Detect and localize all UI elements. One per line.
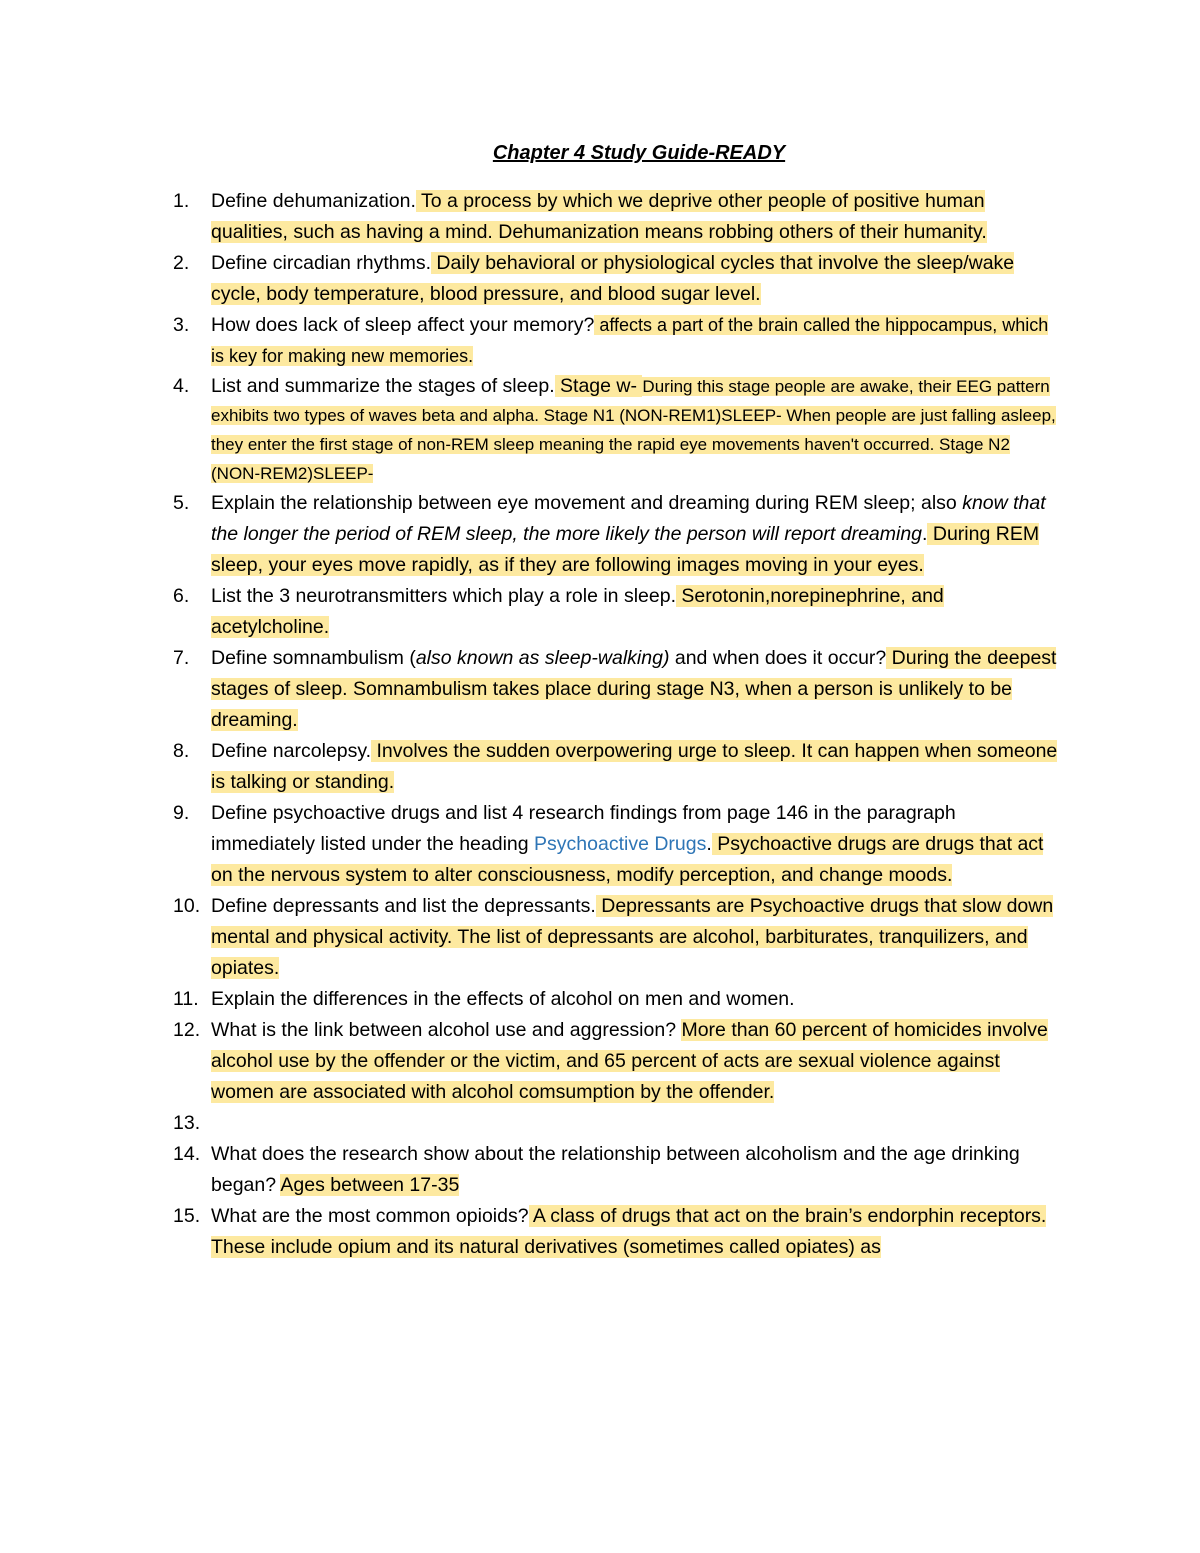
question-text: List the 3 neurotransmitters which play a role in sleep	[211, 585, 671, 607]
answer-text: Stage w	[554, 375, 631, 397]
question-text: What are the most common opioids?	[211, 1205, 529, 1227]
question-text: Define psychoactive drugs and list 4 research findings from page 146 in the paragraph immediately listed under the heading	[211, 802, 956, 855]
answer-text: Serotonin,norepinephrine, and acetylcholine.	[211, 585, 944, 638]
item-number: 11.	[173, 988, 199, 1010]
question-text: Explain the relationship between eye movement and dreaming during REM sleep; also	[211, 492, 963, 514]
list-item	[173, 310, 1063, 372]
answer-text: During REM sleep, your eyes move rapidly, as if they are following images moving in your eyes.	[211, 523, 1040, 576]
answer-text: To a process by which we deprive other people of positive human qualities, such as having a mind. Dehumanization means robbing others of their humanity.	[211, 190, 987, 243]
question-text: How does lack of sleep affect your memory?	[211, 314, 595, 336]
answer-text: affects a part of the brain called the hippocampus, which is key for making new memories.	[211, 315, 1049, 366]
question-text: Define somnambulism (	[211, 647, 416, 669]
item-number: 13.	[173, 1112, 201, 1134]
question-text: also known as sleep-walking)	[415, 647, 670, 669]
item-number: 7.	[173, 647, 190, 669]
question-text: and when does it occur?	[669, 647, 887, 669]
list-item	[173, 1139, 1063, 1201]
answer-text: Involves the sudden overpowering urge to sleep. It can happen when someone is talking or standing.	[211, 740, 1058, 793]
item-number: 6.	[173, 585, 190, 607]
question-text: Define circadian rhythms	[211, 252, 426, 274]
item-number: 5.	[173, 492, 190, 514]
answer-text: Depressants are Psychoactive drugs that slow down mental and physical activity. The list of depressants are alcohol, barbiturates, tranquilizers, and opiates.	[211, 895, 1054, 979]
item-number: 4.	[173, 375, 190, 397]
item-number: 12.	[173, 1019, 201, 1041]
list-item	[173, 186, 1063, 248]
psychoactive-drugs-link[interactable]: Psychoactive Drugs	[534, 833, 707, 855]
question-list	[173, 186, 1063, 1263]
question-text: Define narcolepsy.	[211, 740, 372, 762]
list-item	[173, 984, 1063, 1015]
question-text: List and summarize the stages of sleep	[211, 375, 550, 397]
question-text: What is the link between alcohol use and aggression?	[211, 1019, 682, 1041]
question-text: Explain the differences in the effects of alcohol on men and women.	[211, 988, 795, 1010]
list-item	[173, 736, 1063, 798]
answer-text: Psychoactive drugs are drugs that act on the nervous system to alter consciousness, modify perception, and change moods.	[211, 833, 1044, 886]
answer-text: During this stage people are awake, their EEG pattern exhibits two types of waves beta and alpha. Stage N1 (NON-REM1)SLEEP- When people are just falling asleep, they enter the first stage of non-REM sleep meaning the rapid eye movements haven't occurred. Stage N2 (NON-REM2)SLEEP-	[211, 377, 1056, 483]
question-text: What does the research show about the relationship between alcoholism and the age drinking began?	[211, 1143, 1020, 1196]
question-text: .	[706, 833, 712, 855]
question-text: .	[425, 252, 432, 274]
item-number: 8.	[173, 740, 190, 762]
list-item	[173, 372, 1063, 488]
question-text: .	[922, 523, 928, 545]
answer-text: During the deepest stages of sleep. Somnambulism takes place during stage N3, when a person is unlikely to be dreaming.	[211, 647, 1057, 731]
answer-text: More than 60 percent of homicides involve alcohol use by the offender or the victim, and 65 percent of acts are sexual violence against women are associated with alcohol comsumption by the offender.	[211, 1019, 1048, 1103]
question-text: .	[410, 190, 416, 212]
item-number: 15.	[173, 1205, 201, 1227]
item-number: 14.	[173, 1143, 201, 1165]
question-text: know that the longer the period of REM sleep, the more likely the person will report dreaming	[211, 492, 1046, 545]
list-item	[173, 248, 1063, 310]
answer-text: A class of drugs that act on the brain’s endorphin receptors. These include opium and its natural derivatives (sometimes called opiates) as	[211, 1205, 1047, 1258]
item-number: 3.	[173, 314, 190, 336]
item-number: 1.	[173, 190, 190, 212]
list-item	[173, 1108, 1063, 1139]
question-text: .	[670, 585, 676, 607]
answer-text: Ages between 17-35	[280, 1174, 460, 1196]
list-item	[173, 1015, 1063, 1108]
list-item	[173, 1201, 1063, 1263]
question-text: Define dehumanization	[211, 190, 411, 212]
list-item	[173, 891, 1063, 984]
answer-text: -	[630, 375, 643, 397]
list-item	[173, 581, 1063, 643]
item-number: 2.	[173, 252, 190, 274]
question-text: .	[549, 375, 555, 397]
item-number: 9.	[173, 802, 190, 824]
list-item	[173, 798, 1063, 891]
answer-text: Daily behavioral or physiological cycles that involve the sleep/wake cycle, body temperature, blood pressure, and blood sugar level.	[211, 252, 1015, 305]
item-number: 10.	[173, 895, 201, 917]
question-text: Define depressants and list the depressants.	[211, 895, 596, 917]
page-title: Chapter 4 Study Guide-READY	[492, 142, 786, 164]
list-item	[173, 488, 1063, 581]
list-item	[173, 643, 1063, 736]
